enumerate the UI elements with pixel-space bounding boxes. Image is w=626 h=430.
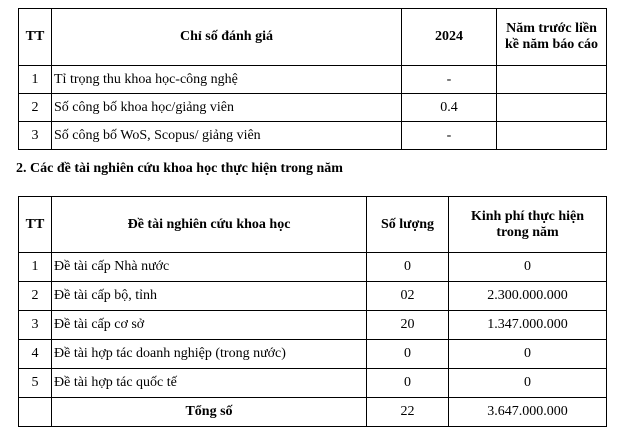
table-header-row <box>19 197 607 253</box>
cell-tt: 1 <box>19 66 52 94</box>
table-total-row <box>19 398 607 427</box>
cell-total-budget: 3.647.000.000 <box>449 398 607 427</box>
header-budget-line2: trong năm <box>496 224 559 240</box>
header-previous-year-line2: kề năm báo cáo <box>505 37 598 52</box>
cell-topic: Đề tài hợp tác doanh nghiệp (trong nước) <box>52 340 367 369</box>
table-row <box>19 122 607 150</box>
table-header-row <box>19 9 607 66</box>
cell-year: - <box>402 66 497 94</box>
header-budget <box>449 197 607 253</box>
cell-budget: 0 <box>449 369 607 398</box>
cell-year: - <box>402 122 497 150</box>
cell-budget: 0 <box>449 253 607 282</box>
cell-indicator: Tỉ trọng thu khoa học-công nghệ <box>52 66 402 94</box>
cell-topic: Đề tài cấp cơ sở <box>52 311 367 340</box>
cell-indicator: Số công bố WoS, Scopus/ giảng viên <box>52 122 402 150</box>
cell-topic: Đề tài hợp tác quốc tế <box>52 369 367 398</box>
cell-tt: 4 <box>19 340 52 369</box>
cell-count: 20 <box>367 311 449 340</box>
table-row <box>19 66 607 94</box>
cell-tt: 1 <box>19 253 52 282</box>
cell-count: 0 <box>367 340 449 369</box>
research-topics-table <box>18 196 607 427</box>
header-previous-year-line1: Năm trước liền <box>506 21 597 36</box>
cell-budget: 1.347.000.000 <box>449 311 607 340</box>
cell-total-tt <box>19 398 52 427</box>
cell-count: 0 <box>367 369 449 398</box>
cell-topic: Đề tài cấp Nhà nước <box>52 253 367 282</box>
cell-previous-year <box>497 66 607 94</box>
cell-topic: Đề tài cấp bộ, tỉnh <box>52 282 367 311</box>
header-indicator: Chỉ số đánh giá <box>52 9 402 66</box>
section-2-title: 2. Các đề tài nghiên cứu khoa học thực hiện trong năm <box>16 161 343 176</box>
header-previous-year <box>497 9 607 66</box>
table-row <box>19 311 607 340</box>
table-row <box>19 282 607 311</box>
cell-total-label: Tổng số <box>52 398 367 427</box>
cell-indicator: Số công bố khoa học/giảng viên <box>52 94 402 122</box>
cell-budget: 2.300.000.000 <box>449 282 607 311</box>
cell-previous-year <box>497 94 607 122</box>
header-count: Số lượng <box>367 197 449 253</box>
cell-tt: 3 <box>19 122 52 150</box>
header-budget-line1: Kinh phí thực hiện <box>470 208 585 224</box>
evaluation-indicators-table <box>18 8 607 150</box>
cell-tt: 5 <box>19 369 52 398</box>
header-topic: Đề tài nghiên cứu khoa học <box>52 197 367 253</box>
cell-tt: 3 <box>19 311 52 340</box>
cell-budget: 0 <box>449 340 607 369</box>
header-tt: TT <box>19 9 52 66</box>
cell-previous-year <box>497 122 607 150</box>
cell-tt: 2 <box>19 94 52 122</box>
table-row <box>19 94 607 122</box>
header-year: 2024 <box>402 9 497 66</box>
cell-count: 02 <box>367 282 449 311</box>
table-row <box>19 253 607 282</box>
cell-count: 0 <box>367 253 449 282</box>
cell-year: 0.4 <box>402 94 497 122</box>
header-tt: TT <box>19 197 52 253</box>
table-row <box>19 340 607 369</box>
cell-tt: 2 <box>19 282 52 311</box>
table-row <box>19 369 607 398</box>
cell-total-count: 22 <box>367 398 449 427</box>
